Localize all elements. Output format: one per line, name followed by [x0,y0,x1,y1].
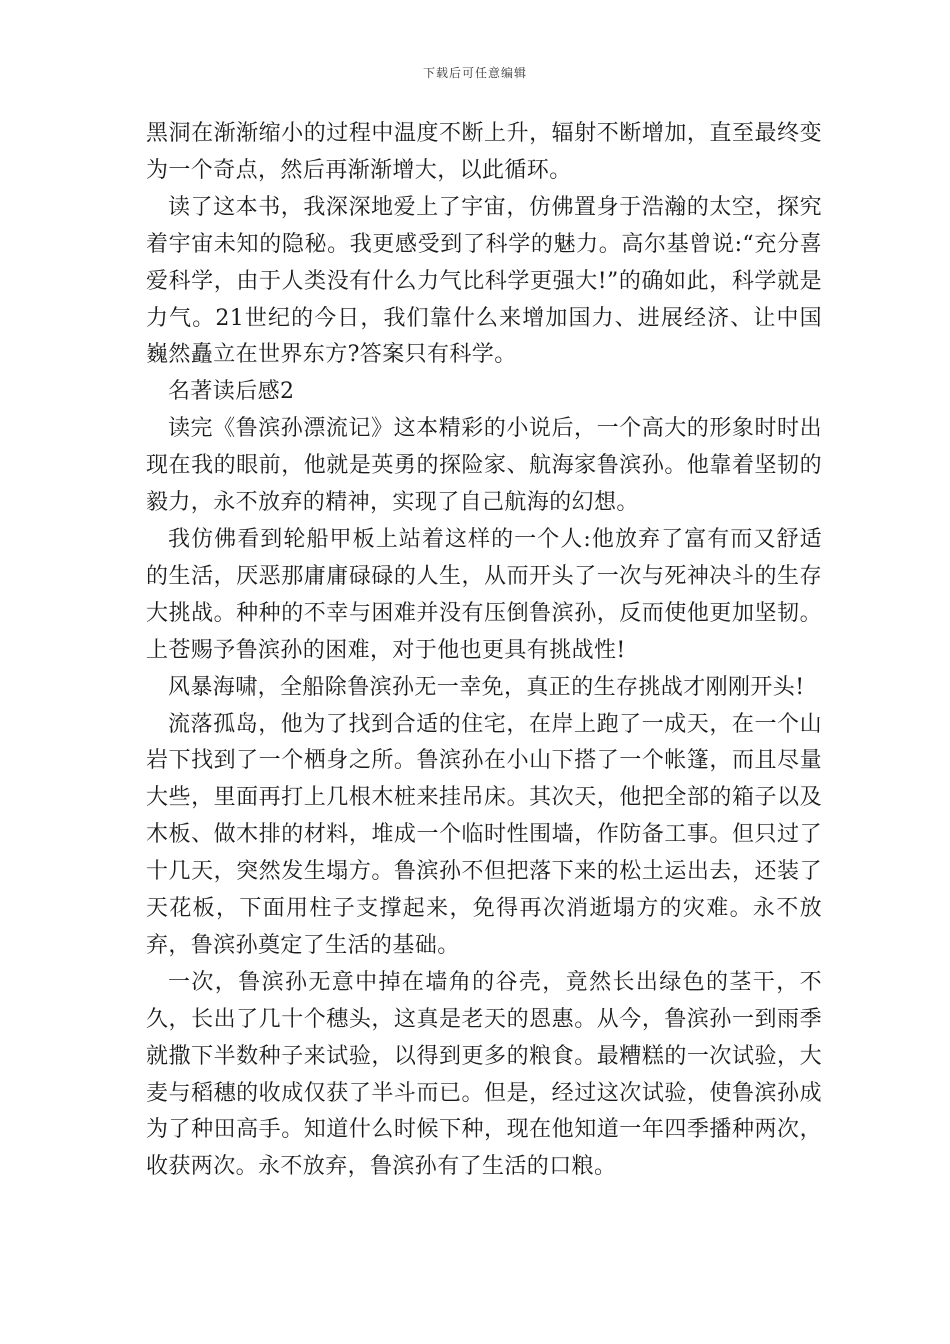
paragraph-black-hole: 黑洞在渐渐缩小的过程中温度不断上升，辐射不断增加，直至最终变为一个奇点，然后再渐渐增大，以此循环。 [146,121,822,183]
document-body [146,116,822,1186]
paragraph-storm: 风暴海啸，全船除鲁滨孙无一幸免，真正的生存挑战才刚刚开头! [168,674,805,700]
paragraph-farming: 一次，鲁滨孙无意中掉在墙角的谷壳，竟然长出绿色的茎干，不久，长出了几十个穗头，这真是老天的恩惠。从今，鲁滨孙一到雨季就撒下半数种子来试验，以得到更多的粮食。最糟糕的一次试验，大麦与稻穗的收成仅获了半斗而已。但是，经过这次试验，使鲁滨孙成为了种田高手。知道什么时候下种，现在他知道一年四季播种两次，收获两次。永不放弃，鲁滨孙有了生活的口粮。 [146,969,822,1180]
paragraph-science: 读了这本书，我深深地爱上了宇宙，仿佛置身于浩瀚的太空，探究着宇宙未知的隐秘。我更感受到了科学的魅力。高尔基曾说:“充分喜爱科学，由于人类没有什么力气比科学更强大!”的确如此，科学就是力气。21世纪的今日，我们靠什么来增加国力、进展经济、让中国巍然矗立在世界东方?答案只有科学。 [146,194,822,368]
paragraph-island-shelter: 流落孤岛，他为了找到合适的住宅，在岸上跑了一成天，在一个山岩下找到了一个栖身之所。鲁滨孙在小山下搭了一个帐篷，而且尽量大些，里面再打上几根木桩来挂吊床。其次天，他把全部的箱子以及木板、做木排的材料，堆成一个临时性围墙，作防备工事。但只过了十几天，突然发生塌方。鲁滨孙不但把落下来的松土运出去，还装了天花板，下面用柱子支撑起来，免得再次消逝塌方的灾难。永不放弃，鲁滨孙奠定了生活的基础。 [146,711,822,958]
paragraph-robinson-intro: 读完《鲁滨孙漂流记》这本精彩的小说后，一个高大的形象时时出现在我的眼前，他就是英勇的探险家、航海家鲁滨孙。他靠着坚韧的毅力，永不放弃的精神，实现了自己航海的幻想。 [146,416,822,516]
paragraph-deck-vision: 我仿佛看到轮船甲板上站着这样的一个人:他放弃了富有而又舒适的生活，厌恶那庸庸碌碌的人生，从而开头了一次与死神决斗的生存大挑战。种种的不幸与困难并没有压倒鲁滨孙，反而使他更加坚韧。上苍赐予鲁滨孙的困难，对于他也更具有挑战性! [146,526,822,663]
section-heading: 名著读后感2 [168,379,295,405]
page-header: 下载后可任意编辑 [422,66,527,80]
